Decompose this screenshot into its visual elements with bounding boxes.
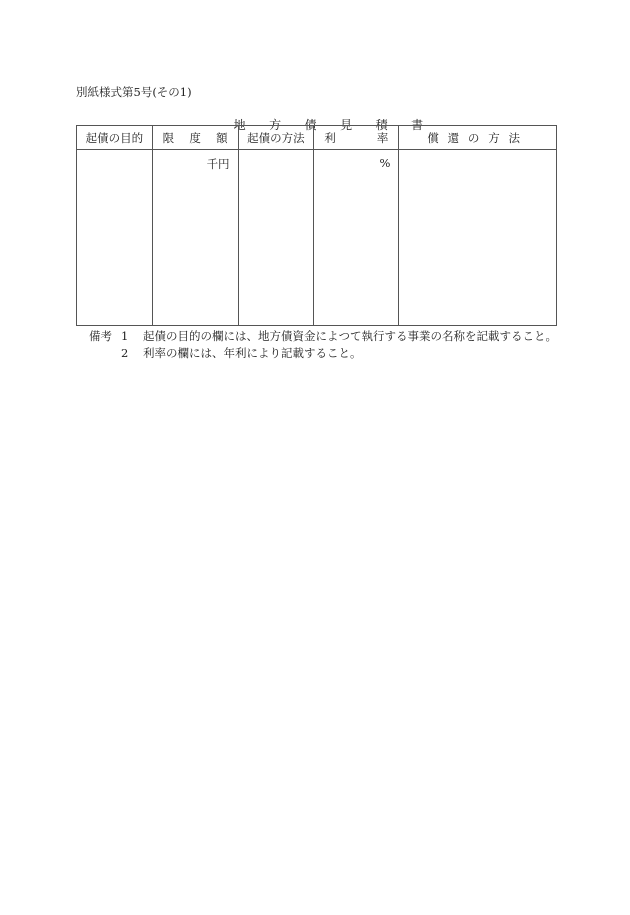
header-limit [152, 126, 238, 150]
title-char: 債 [304, 118, 317, 132]
header-char: 法 [508, 130, 520, 145]
title-char: 書 [411, 118, 424, 132]
notes-section [89, 328, 563, 362]
header-rate [314, 126, 399, 150]
cell-repayment[interactable] [399, 150, 557, 326]
note-item [89, 328, 563, 345]
header-char: 利 [324, 130, 336, 145]
notes-label: 備考 [89, 329, 112, 343]
cell-method[interactable] [238, 150, 314, 326]
note-number: 2 [121, 346, 129, 360]
note-text: 起債の目的の欄には、地方債資金によつて執行する事業の名称を記載すること。 [143, 329, 557, 343]
header-char: 額 [216, 130, 228, 145]
header-char: 度 [189, 130, 201, 145]
header-char: 率 [376, 130, 389, 145]
note-text: 利率の欄には、年利により記載すること。 [143, 346, 362, 360]
form-label: 別紙様式第5号(その1) [76, 85, 192, 99]
header-char: の [467, 130, 480, 145]
cell-purpose[interactable] [77, 150, 153, 326]
spacer [89, 345, 121, 362]
title-char: 見 [340, 118, 353, 132]
header-char: 方 [488, 130, 500, 145]
note-number: 1 [121, 329, 129, 343]
title-char: 地 [233, 118, 246, 132]
note-item [89, 345, 563, 362]
table-row [77, 150, 557, 326]
header-char: 還 [447, 130, 460, 145]
cell-limit[interactable]: 千円 [152, 150, 238, 326]
header-char: 償 [427, 130, 439, 145]
title-char: 積 [375, 118, 388, 132]
table-header-row [77, 126, 557, 150]
header-purpose: 起債の目的 [77, 126, 153, 150]
estimate-table [76, 125, 557, 326]
title-char: 方 [269, 118, 282, 132]
header-repayment [399, 126, 557, 150]
cell-rate[interactable]: % [314, 150, 399, 326]
header-char: 限 [162, 130, 175, 145]
header-method: 起債の方法 [238, 126, 314, 150]
